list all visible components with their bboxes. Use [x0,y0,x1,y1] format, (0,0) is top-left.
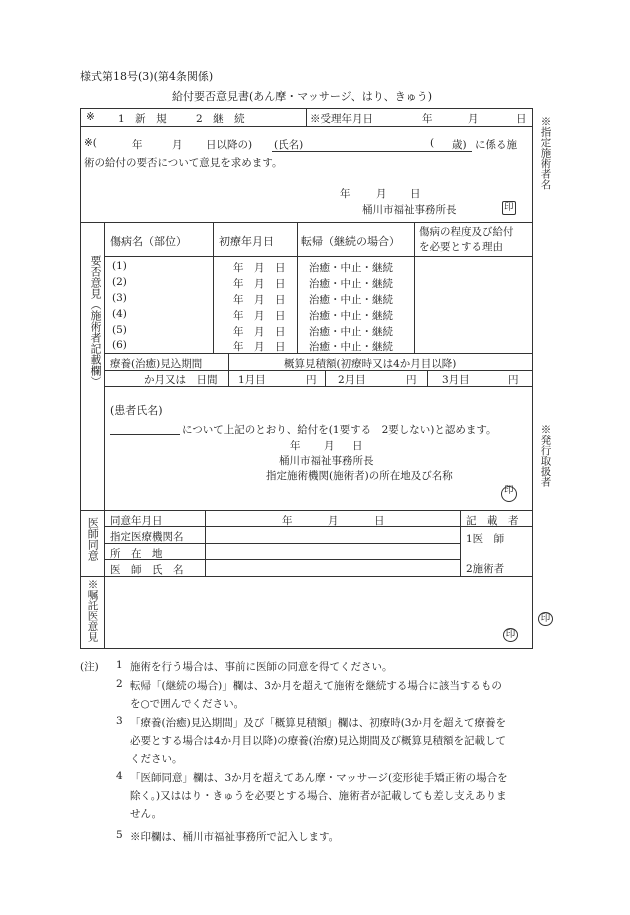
writer-practitioner-option[interactable]: 2施術者 [466,563,505,575]
age-open: ( [430,137,435,149]
request-date-month: 月 [376,188,387,200]
facility-seal: 印 [504,485,514,496]
row-first-date[interactable]: 年 月 日 [233,278,286,290]
note-number: 4 [116,770,123,782]
month2-label: 2月目 [338,374,366,386]
side-seal: 印 [538,612,553,626]
facility-seal-circle [501,486,517,502]
note-text: 除く。)又ははり・きゅうを必要とする場合、施術者が記載しても差し支えありま [130,790,507,802]
disease-header: 傷病名（部位） [110,235,187,248]
approval-issuer: 桶川市福祉事務所長 [279,455,374,467]
notes-label: (注) [80,661,99,673]
address-label: 所 在 地 [110,548,163,560]
row-outcome[interactable]: 治癒・中止・継続 [309,326,393,338]
row1-mark: ※ [86,111,95,123]
doctor-name-label: 医 師 氏 名 [110,564,184,576]
row-number: (2) [112,276,127,288]
row-outcome[interactable]: 治癒・中止・継続 [309,341,393,353]
doctor-section-label: 医師同意 [86,517,100,561]
reason-header-line1: 傷病の程度及び給付 [419,226,514,238]
issuer-name: 桶川市福祉事務所長 [362,204,457,216]
institution-label: 指定医療機関名 [110,531,184,543]
name-label: (氏名) [274,139,304,151]
note-text: 施術を行う場合は、事前に医師の同意を得てください。 [130,661,393,673]
row-first-date[interactable]: 年 月 日 [233,310,286,322]
row-number: (1) [112,260,127,272]
row-number: (3) [112,292,127,304]
note-number: 1 [116,659,123,671]
approval-text: について上記のとおり、給付を(1要する 2要しない)と認めます。 [182,424,497,436]
issuer-seal: 印 [504,202,514,213]
month3-yen: 円 [508,374,519,386]
row-outcome[interactable]: 治癒・中止・継続 [309,278,393,290]
row-outcome[interactable]: 治癒・中止・継続 [309,310,393,322]
designated-practitioner-note: ※指定施術者名 [539,116,552,190]
request-mark: ※( [84,137,97,149]
writer-label: 記 載 者 [466,515,519,527]
new-option[interactable]: 1 新 規 [118,113,167,125]
month2-yen: 円 [406,374,417,386]
writer-doctor-option[interactable]: 1医 師 [466,533,505,545]
first-date-header: 初療年月日 [219,235,274,248]
row-number: (6) [112,339,127,351]
request-month: 月 [172,139,183,151]
note-text: ※印欄は、桶川市福祉事務所で記入します。 [130,831,340,843]
note-text: 必要とする場合は4か月目以降)の療養(治療)見込期間及び概算見積額を記載して [130,735,506,747]
note-text: せん。 [130,808,163,820]
consent-day: 日 [374,515,385,527]
row-outcome[interactable]: 治癒・中止・継続 [309,294,393,306]
note-text: を○で囲んでください。 [130,698,245,710]
month1-label: 1月目 [238,374,266,386]
row-number: (5) [112,324,127,336]
approval-month: 月 [324,440,335,452]
request-line1-end: に係る施 [475,139,517,151]
note-text: 「療養(治癒)見込期間」及び「概算見積額」欄は、初療時(3か月を超えて療養を [130,717,506,729]
note-number: 5 [116,829,123,841]
patient-label: (患者氏名) [110,404,163,417]
form-number: 様式第18号(3)(第4条関係) [80,70,214,83]
commission-seal: 印 [503,628,518,642]
request-line2: 術の給付の要否について意見を求めます。 [84,157,283,169]
row-first-date[interactable]: 年 月 日 [233,294,286,306]
row-first-date[interactable]: 年 月 日 [233,326,286,338]
received-date-label: ※受理年月日 [310,113,373,125]
outcome-header: 転帰（継続の場合） [301,235,400,248]
consent-date-label: 同意年月日 [110,515,163,527]
note-text: 転帰「(継続の場合)」欄は、3か月を超えて施術を継続する場合に該当するもの [130,680,502,692]
request-date-year: 年 [340,188,351,200]
request-year: 年 [132,139,143,151]
row-first-date[interactable]: 年 月 日 [233,262,286,274]
consent-month: 月 [328,515,339,527]
note-number: 2 [116,678,123,690]
consent-year: 年 [282,515,293,527]
note-text: ください。 [130,753,183,765]
approval-day: 日 [352,440,363,452]
month1-yen: 円 [306,374,317,386]
note-text: 「医師同意」欄は、3か月を超えてあん摩・マッサージ(変形徒手矯正術の場合を [130,772,508,784]
period-label: 療養(治癒)見込期間 [110,358,203,370]
commission-section-label: ※嘱託医意見 [86,579,99,642]
note-number: 3 [116,715,123,727]
continue-option[interactable]: 2 継 続 [196,113,245,125]
opinion-section-label: 要否意見（施術者記載欄） [89,255,103,387]
approval-year: 年 [290,440,301,452]
received-day: 日 [516,113,527,125]
reason-header-line2: を必要とする理由 [419,241,503,253]
form-title: 給付要否意見書(あん摩・マッサージ、はり、きゅう) [172,90,433,103]
received-month: 月 [468,113,479,125]
period-value[interactable]: か月又は 日間 [144,374,218,386]
request-after: 日以降の) [206,139,253,151]
age-label: 歳) [452,139,467,151]
issuing-handler-note: ※発行取扱者 [539,424,552,487]
row-number: (4) [112,308,127,320]
row-outcome[interactable]: 治癒・中止・継続 [309,262,393,274]
received-year: 年 [422,113,433,125]
estimate-label: 概算見積額(初療時又は4か月目以降) [284,358,457,370]
request-date-day: 日 [410,188,421,200]
month3-label: 3月目 [442,374,470,386]
row-first-date[interactable]: 年 月 日 [233,341,286,353]
facility-label: 指定施術機関(施術者)の所在地及び名称 [266,470,453,482]
